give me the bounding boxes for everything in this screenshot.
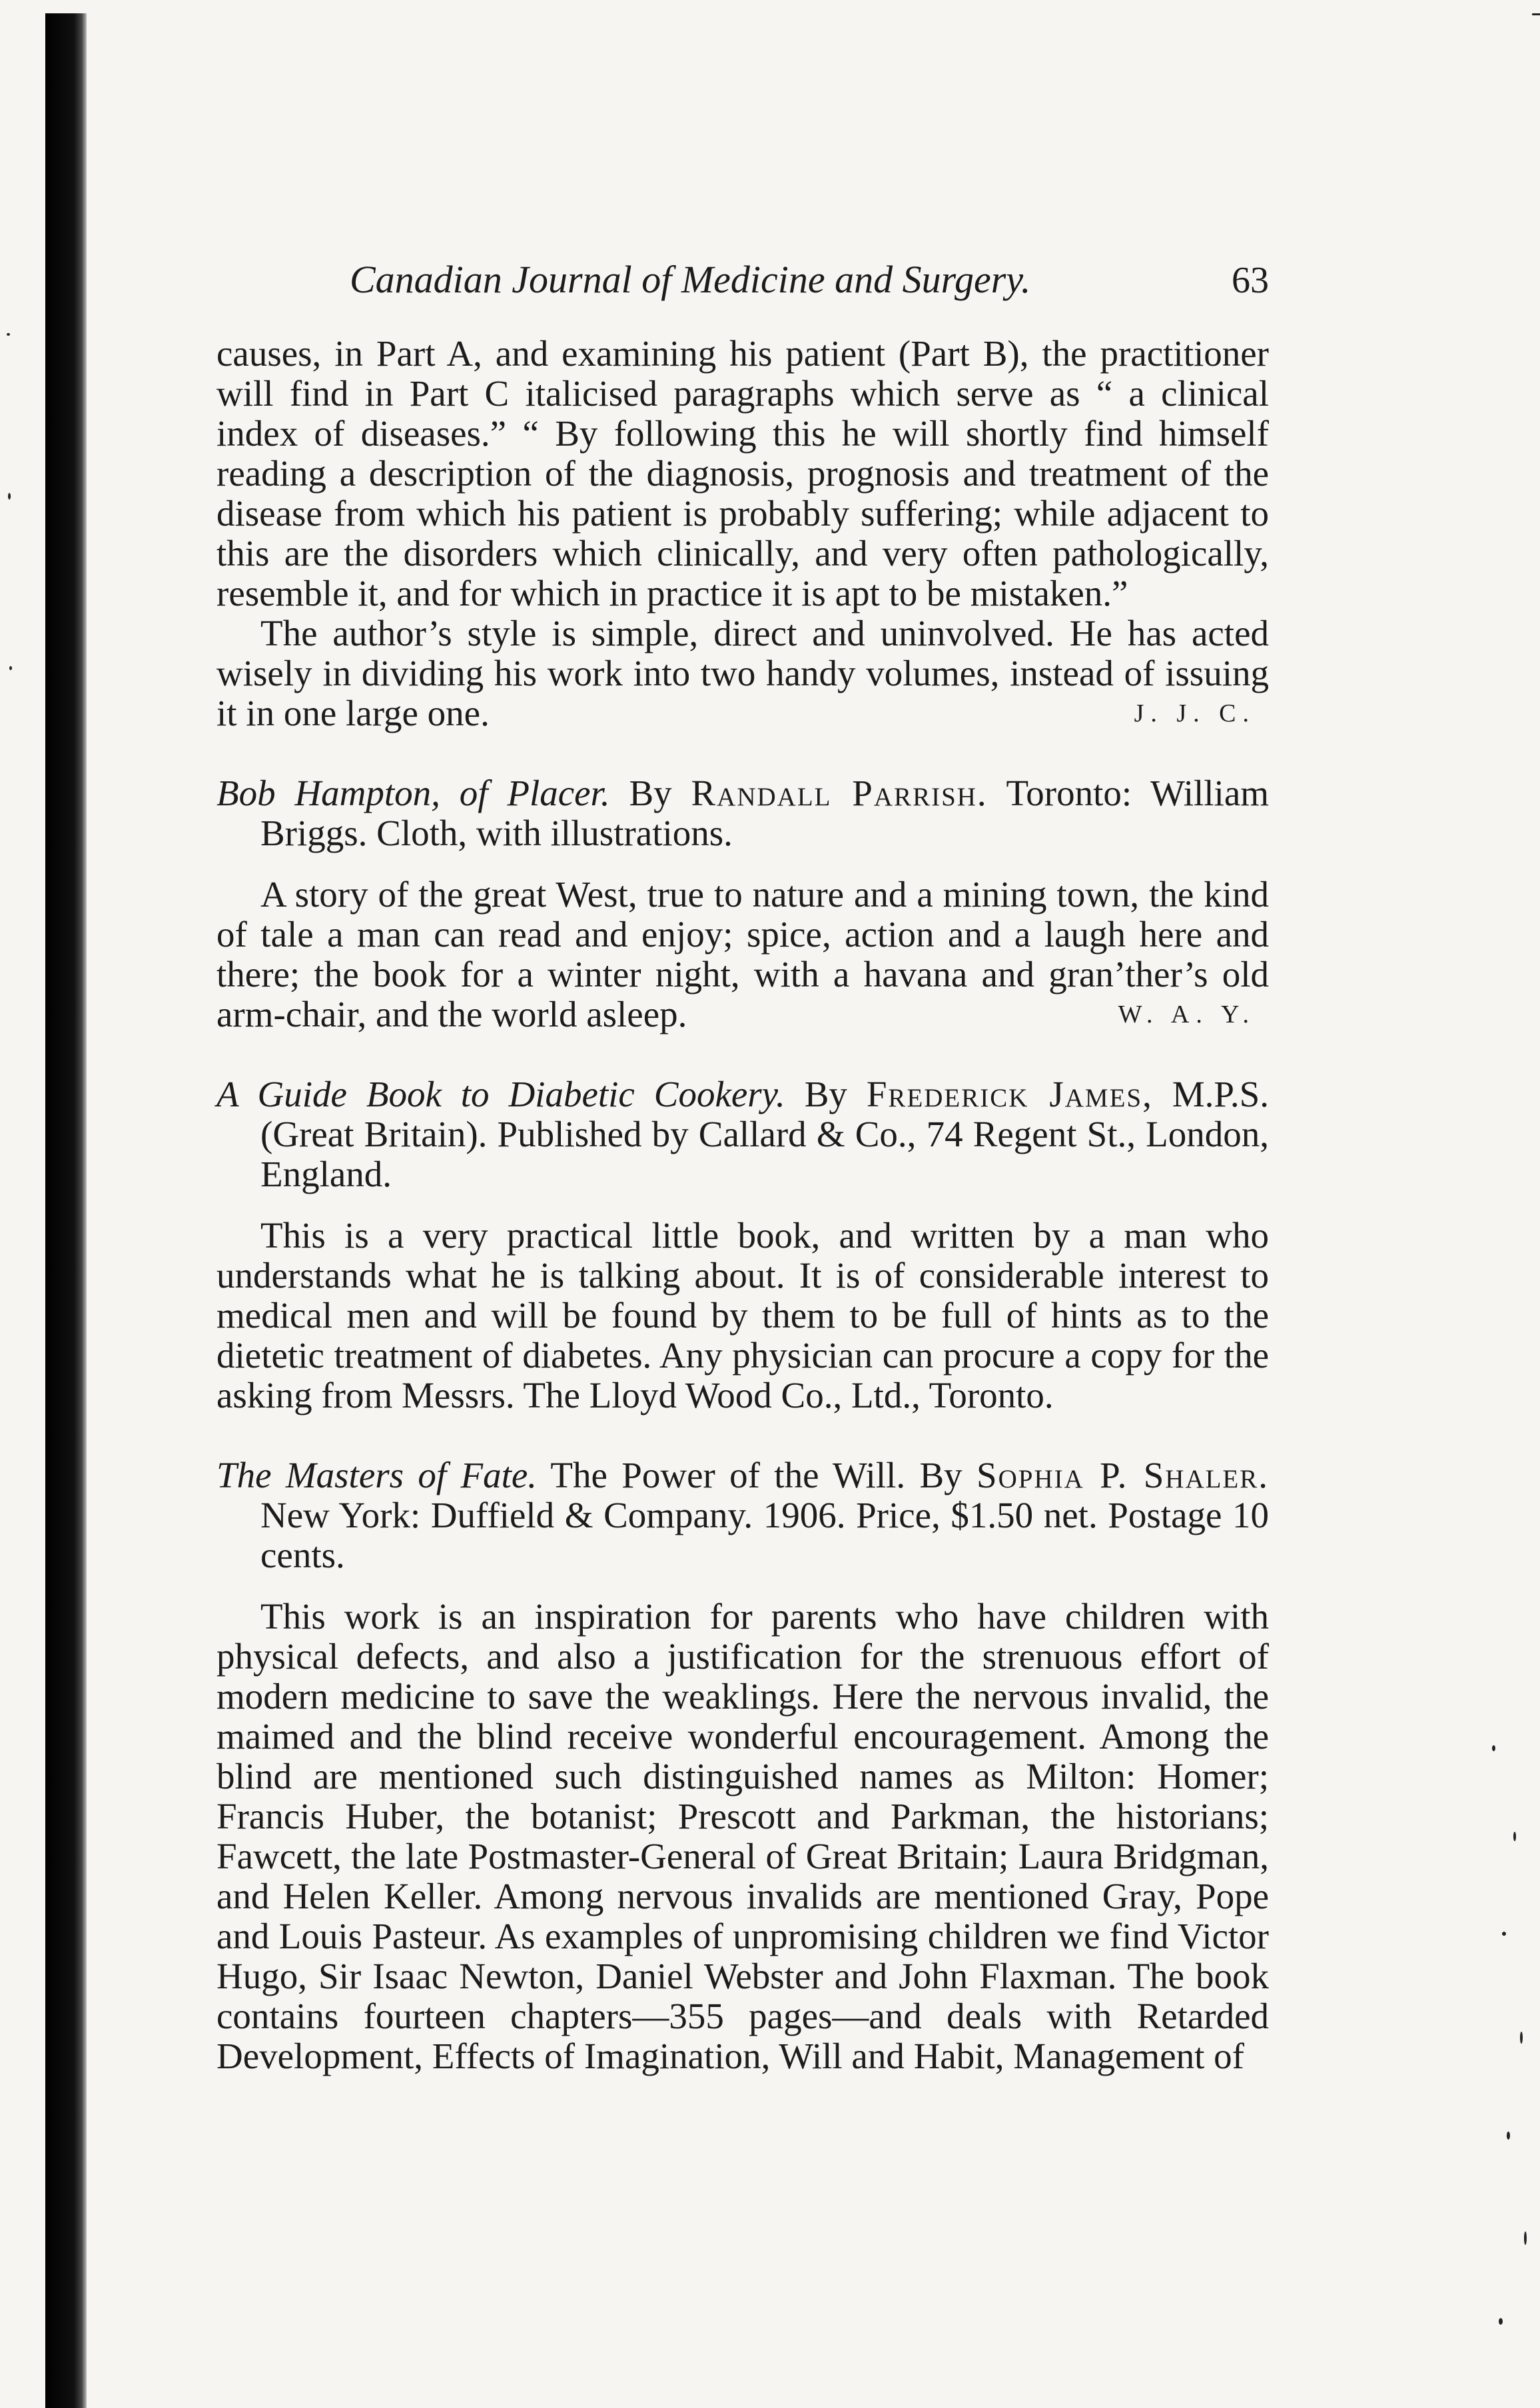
review-3-subtitle: The Power of the Will.: [550, 1455, 906, 1495]
review-3-author: Sophia P. Shaler.: [976, 1455, 1270, 1495]
intro-paragraph-2: [216, 613, 1269, 733]
review-3-title: The Masters of Fate.: [216, 1455, 538, 1495]
review-2-title: A Guide Book to Diabetic Cookery.: [216, 1074, 785, 1114]
book-binding-shadow: [45, 13, 87, 2408]
reviewer-signature-jjc: J. J. C.: [1134, 699, 1256, 727]
running-header: [350, 260, 1269, 300]
review-2-details: M.P.S. (Great Britain). Published by Callard & Co., 74 Regent St., London, England.: [260, 1074, 1270, 1194]
page-number: 63: [1232, 260, 1269, 301]
review-3-heading: [216, 1455, 1269, 1575]
reviewer-signature-way: W. A. Y.: [1118, 1001, 1256, 1028]
review-1-by: By: [629, 773, 672, 813]
review-2-author: Frederick James,: [866, 1074, 1153, 1114]
review-2-heading: [216, 1074, 1269, 1194]
review-2-by: By: [804, 1074, 847, 1114]
intro-paragraph-2-text: The author’s style is simple, direct and uninvolved. He has acted wisely in dividing his work into two handy volumes, instead of issuing it in one large one.: [216, 613, 1269, 733]
review-1-title: Bob Hampton, of Placer.: [216, 773, 610, 813]
review-3-by: By: [919, 1455, 962, 1495]
review-3-details: New York: Duffield & Company. 1906. Price, $1.50 net. Postage 10 cents.: [260, 1495, 1269, 1575]
review-3-body: This work is an inspiration for parents who have children with physical defects, and also a justification for the strenuous effort of modern medicine to save the weaklings. Here the nervous invalid, the maimed and the blind receive wonderful encouragement. Among the blind are mentioned such distinguished names as Milton: Homer; Francis Huber, the botanist; Prescott and Parkman, the historians; Fawcett, the late Postmaster-General of Great Britain; Laura Bridgman, and Helen Keller. Among nervous invalids are mentioned Gray, Pope and Louis Pasteur. As examples of unpromising children we find Victor Hugo, Sir Isaac Newton, Daniel Webster and John Flaxman. The book contains fourteen chapters—355 pages—and deals with Retarded Development, Effects of Imagination, Will and Habit, Management of: [216, 1596, 1269, 2076]
review-1-body: [216, 875, 1269, 1034]
intro-paragraph-2-block: [216, 613, 1269, 733]
review-1-author: Randall Parrish.: [691, 773, 988, 813]
review-1-details: Toronto: William Briggs. Cloth, with illustrations.: [260, 773, 1270, 853]
review-2-body: This is a very practical little book, and written by a man who understands what he is talking about. It is of considerable interest to medical men and will be found by them to be full of hints as to the dietetic treatment of diabetes. Any physician can procure a copy for the asking from Messrs. The Lloyd Wood Co., Ltd., Toronto.: [216, 1215, 1269, 1415]
journal-title: Canadian Journal of Medicine and Surgery.: [350, 258, 1031, 301]
review-1-body-text: A story of the great West, true to nature and a mining town, the kind of tale a man can read and enjoy; spice, action and a laugh here and there; the book for a winter night, with a havana and gran’ther’s old arm-chair, and the world asleep.: [216, 874, 1269, 1034]
review-1-heading: [216, 773, 1269, 853]
intro-paragraph-continued: causes, in Part A, and examining his patient (Part B), the practitioner will find in Part C italicised paragraphs which serve as “ a clinical index of diseases.” “ By following this he will shortly find himself reading a description of the diagnosis, prognosis and treatment of the disease from which his patient is probably suffering; while adjacent to this are the disorders which clinically, and very often pathologically, resemble it, and for which in practice it is apt to be mistaken.”: [216, 333, 1269, 613]
journal-page: [216, 260, 1269, 2076]
